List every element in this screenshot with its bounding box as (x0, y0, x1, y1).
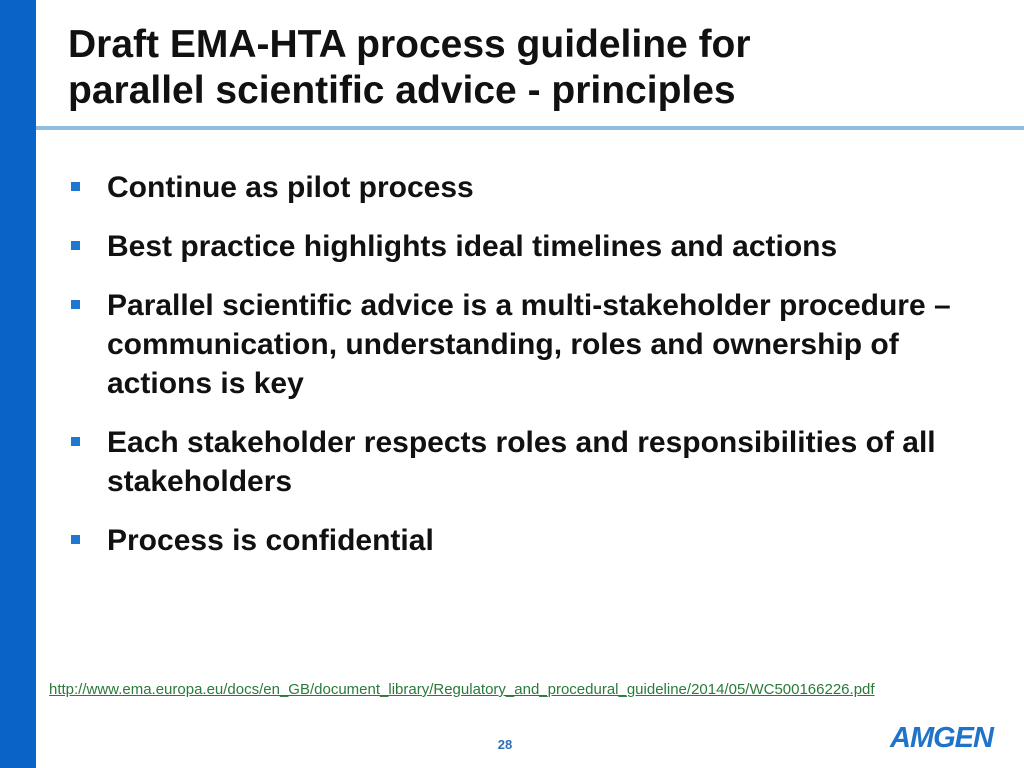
bullet-text: Parallel scientific advice is a multi-stakeholder procedure – communication, understanding, roles and ownership of actions is key (107, 289, 951, 400)
page-number: 28 (497, 737, 513, 752)
bullet-text: Process is confidential (107, 524, 434, 557)
bullet-item (68, 168, 988, 207)
square-bullet-icon (71, 182, 80, 191)
source-link[interactable]: http://www.ema.europa.eu/docs/en_GB/document_library/Regulatory_and_procedural_guideline/2014/05/WC500166226.pdf (49, 681, 875, 698)
title-divider (36, 126, 1024, 130)
bullet-text: Best practice highlights ideal timelines and actions (107, 230, 838, 263)
bullet-item (68, 521, 988, 560)
square-bullet-icon (71, 535, 80, 544)
slide-title (68, 22, 998, 114)
square-bullet-icon (71, 300, 80, 309)
square-bullet-icon (71, 241, 80, 250)
bullet-text: Continue as pilot process (107, 171, 474, 204)
bullet-text: Each stakeholder respects roles and responsibilities of all stakeholders (107, 426, 936, 498)
bullet-item (68, 423, 988, 501)
left-accent-bar (0, 0, 36, 768)
square-bullet-icon (71, 437, 80, 446)
bullet-item (68, 286, 988, 403)
slide-title-line-1: Draft EMA-HTA process guideline for (68, 23, 751, 66)
slide-title-line-2: parallel scientific advice - principles (68, 69, 736, 112)
bullet-item (68, 227, 988, 266)
bullet-list (68, 168, 988, 580)
amgen-logo: AMGEN (890, 722, 993, 754)
